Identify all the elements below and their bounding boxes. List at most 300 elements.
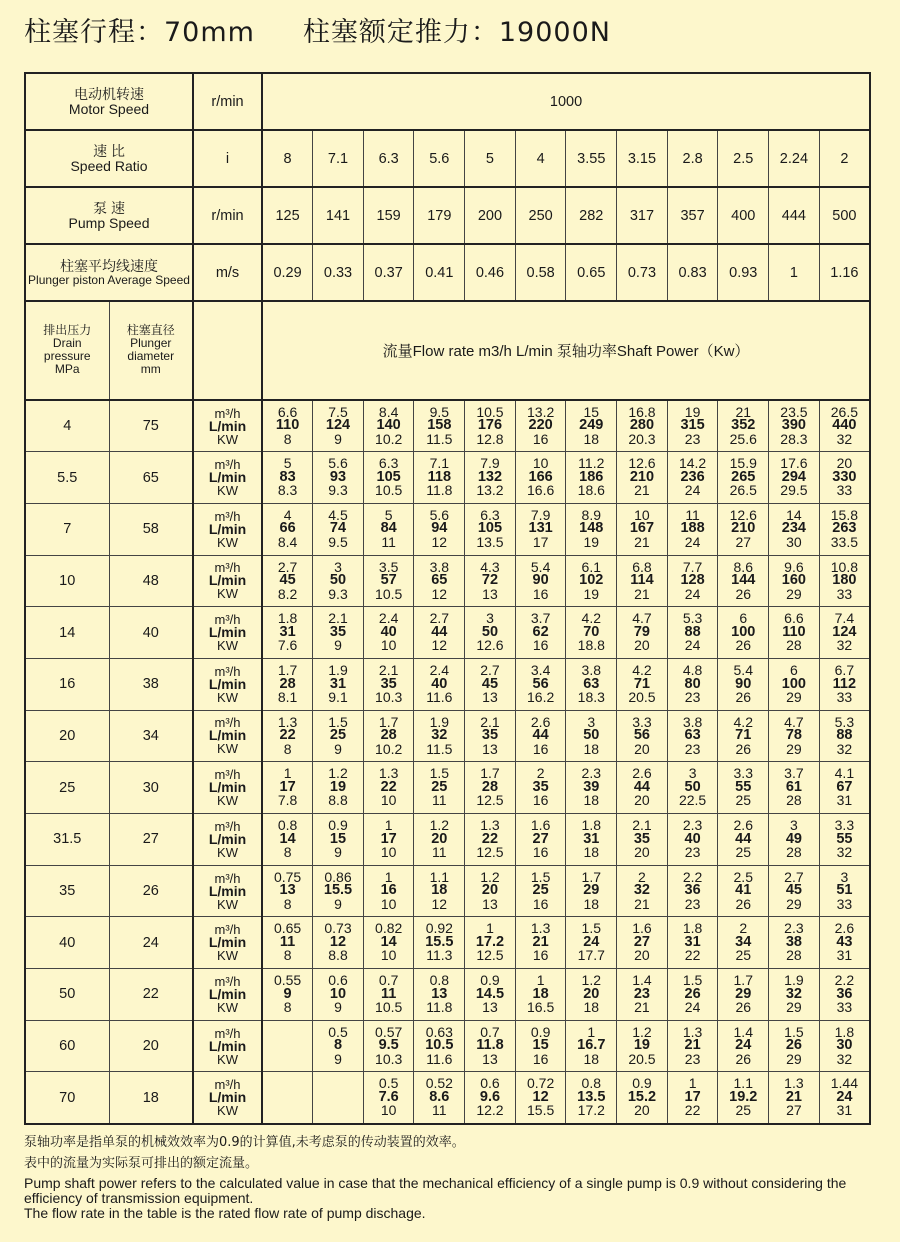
plunger-diameter-value: 26 <box>109 865 193 917</box>
flow-lmin: 88 <box>836 727 853 744</box>
flow-m3h: 0.57 <box>375 1023 403 1040</box>
shaft-power-kw: 12 <box>431 637 448 654</box>
flow-lmin: 45 <box>279 572 296 589</box>
header-unit: r/min <box>193 187 262 244</box>
flow-m3h: 1.8 <box>834 1023 855 1040</box>
unit-m3h: m³/h <box>214 1025 241 1041</box>
shaft-power-kw: 9 <box>334 999 342 1016</box>
flow-lmin: 55 <box>836 830 853 847</box>
unit-kw: KW <box>217 793 238 809</box>
header-row <box>25 73 870 130</box>
flow-m3h: 2.3 <box>784 920 804 937</box>
data-cell <box>617 658 668 710</box>
flow-lmin: 390 <box>781 417 806 434</box>
flow-m3h: 0.7 <box>378 972 399 989</box>
data-cell <box>515 1020 566 1072</box>
flow-lmin: 71 <box>735 727 752 744</box>
data-cell <box>667 607 718 659</box>
flow-lmin: 32 <box>785 985 802 1002</box>
data-cell <box>566 658 617 710</box>
flow-m3h: 10.8 <box>830 558 858 575</box>
flow-m3h: 4 <box>283 506 292 523</box>
flow-lmin: 105 <box>376 468 401 485</box>
drain-pressure-value: 50 <box>25 969 109 1021</box>
plunger-diameter-value: 24 <box>109 917 193 969</box>
empty-data-cell <box>262 1020 313 1072</box>
data-cell <box>414 607 465 659</box>
unit-lmin: L/min <box>208 830 247 847</box>
unit-m3h: m³/h <box>214 508 241 524</box>
data-cell <box>566 762 617 814</box>
flow-lmin: 249 <box>579 417 604 434</box>
flow-lmin: 124 <box>832 623 857 640</box>
flow-m3h: 7.5 <box>328 403 348 420</box>
flow-m3h: 7.7 <box>682 558 703 575</box>
flow-m3h: 1 <box>384 817 393 834</box>
flow-lmin: 19.2 <box>729 1088 758 1105</box>
data-cell <box>819 969 870 1021</box>
shaft-power-kw: 8.4 <box>277 533 298 550</box>
unit-kw: KW <box>217 1103 238 1119</box>
flow-lmin: 35 <box>329 623 347 640</box>
flow-m3h: 17.6 <box>780 455 808 472</box>
flow-m3h: 4.1 <box>834 765 855 782</box>
shaft-power-kw: 10 <box>380 895 397 912</box>
flow-lmin: 132 <box>477 468 503 485</box>
flow-m3h: 1.5 <box>530 868 551 885</box>
data-cell <box>363 710 414 762</box>
flow-m3h: 10.5 <box>476 403 504 420</box>
flow-lmin: 90 <box>532 572 549 589</box>
header-value: 141 <box>313 187 364 244</box>
data-cell <box>465 969 516 1021</box>
flow-lmin: 50 <box>329 572 347 589</box>
shaft-power-kw: 32 <box>836 1050 853 1067</box>
flow-lmin: 71 <box>633 675 650 692</box>
flow-lmin: 112 <box>832 675 857 692</box>
data-cell <box>718 865 769 917</box>
flow-lmin: 50 <box>684 778 701 795</box>
data-cell <box>262 865 313 917</box>
unit-lmin: L/min <box>208 675 247 692</box>
shaft-power-kw: 21 <box>634 999 650 1016</box>
flow-lmin: 35 <box>532 778 549 795</box>
data-cell <box>414 555 465 607</box>
flow-lmin: 148 <box>579 520 604 537</box>
flow-lmin: 131 <box>528 520 553 537</box>
flow-lmin: 15 <box>329 830 347 847</box>
flow-lmin: 128 <box>680 572 705 589</box>
data-cell <box>667 969 718 1021</box>
flow-lmin: 25 <box>329 727 347 744</box>
data-cell <box>617 555 668 607</box>
column-header-line: mm <box>140 362 161 376</box>
flow-m3h: 2.6 <box>530 713 551 730</box>
shaft-power-kw: 12 <box>431 585 448 602</box>
shaft-power-kw: 10 <box>380 1102 397 1119</box>
flow-lmin: 12 <box>329 933 347 950</box>
data-cell <box>515 814 566 866</box>
data-cell <box>414 917 465 969</box>
data-cell <box>617 400 668 452</box>
flow-m3h: 0.9 <box>530 1023 551 1040</box>
unit-m3h: m³/h <box>214 870 241 886</box>
flow-m3h: 1.9 <box>429 713 450 730</box>
flow-lmin: 25 <box>532 882 549 899</box>
data-cell <box>465 452 516 504</box>
data-cell <box>262 503 313 555</box>
flow-m3h: 2.3 <box>581 765 602 782</box>
flow-lmin: 32 <box>431 727 448 744</box>
header-value: 444 <box>769 187 820 244</box>
data-cell <box>515 917 566 969</box>
data-cell <box>566 917 617 969</box>
flow-m3h: 12.6 <box>729 506 757 523</box>
data-cell <box>262 710 313 762</box>
shaft-power-kw: 18 <box>583 1050 600 1067</box>
shaft-power-kw: 29 <box>786 1050 802 1067</box>
header-label-cn: 电动机转速 <box>74 85 144 102</box>
flow-lmin: 220 <box>528 417 553 434</box>
flow-m3h: 2 <box>739 920 748 937</box>
data-cell <box>515 452 566 504</box>
flow-lmin: 280 <box>629 417 655 434</box>
flow-m3h: 3.5 <box>378 558 399 575</box>
flow-m3h: 3.7 <box>530 610 551 627</box>
flow-m3h: 6.1 <box>581 558 602 575</box>
shaft-power-kw: 31 <box>836 1102 853 1119</box>
flow-lmin: 40 <box>684 830 701 847</box>
data-cell <box>515 969 566 1021</box>
flow-m3h: 2.4 <box>378 610 399 627</box>
flow-m3h: 0.8 <box>429 972 450 989</box>
flow-lmin: 57 <box>380 572 397 589</box>
flow-m3h: 1.7 <box>277 662 298 679</box>
shaft-power-kw: 8.8 <box>328 792 348 809</box>
data-cell <box>769 452 820 504</box>
data-cell <box>363 1020 414 1072</box>
data-cell <box>363 555 414 607</box>
shaft-power-kw: 23 <box>684 740 701 757</box>
data-cell <box>769 400 820 452</box>
header-value: 282 <box>566 187 617 244</box>
shaft-power-kw: 19 <box>583 533 600 550</box>
flow-m3h: 20 <box>836 455 853 472</box>
data-cell <box>769 1072 820 1124</box>
plunger-diameter-value: 30 <box>109 762 193 814</box>
shaft-power-kw: 28 <box>786 792 802 809</box>
flow-lmin: 38 <box>785 933 802 950</box>
data-row <box>25 710 870 762</box>
header-value: 0.65 <box>566 244 617 301</box>
unit-lmin: L/min <box>208 882 247 899</box>
unit-cell <box>193 607 262 659</box>
flow-lmin: 22 <box>481 830 499 847</box>
flow-m3h: 14 <box>786 506 802 523</box>
data-cell <box>515 555 566 607</box>
shaft-power-kw: 23 <box>684 895 701 912</box>
flow-lmin: 35 <box>481 727 499 744</box>
data-cell <box>515 658 566 710</box>
header-label <box>25 73 193 130</box>
header-value: 0.83 <box>667 244 718 301</box>
shaft-power-kw: 28.3 <box>780 430 808 447</box>
flow-m3h: 2 <box>638 868 646 885</box>
flow-lmin: 263 <box>832 520 857 537</box>
shaft-power-kw: 24 <box>684 533 701 550</box>
data-cell <box>313 865 364 917</box>
shaft-power-kw: 9 <box>334 844 342 861</box>
shaft-power-kw: 10 <box>380 637 397 654</box>
flow-m3h: 4.5 <box>328 506 348 523</box>
flow-m3h: 0.7 <box>480 1023 500 1040</box>
data-cell <box>465 814 516 866</box>
flow-m3h: 2.1 <box>378 662 399 679</box>
data-cell <box>515 607 566 659</box>
flow-lmin: 24 <box>836 1088 853 1105</box>
flow-m3h: 1.3 <box>784 1075 804 1092</box>
header-value: 2.24 <box>769 130 820 187</box>
shaft-power-kw: 33 <box>836 895 853 912</box>
flow-m3h: 1.9 <box>328 662 348 679</box>
shaft-power-kw: 20 <box>634 740 650 757</box>
flow-lmin: 124 <box>325 417 351 434</box>
shaft-power-kw: 18 <box>583 844 600 861</box>
plunger-diameter-header <box>109 301 193 400</box>
column-header-line: Drain <box>52 336 82 350</box>
note-flow-rate-en: The flow rate in the table is the rated flow rate of pump dischage. <box>24 1205 426 1221</box>
flow-lmin: 19 <box>329 778 347 795</box>
data-cell <box>819 762 870 814</box>
flow-lmin: 78 <box>785 727 802 744</box>
plunger-diameter-value: 75 <box>109 400 193 452</box>
data-cell <box>718 1072 769 1124</box>
flow-m3h: 1.7 <box>378 713 399 730</box>
shaft-power-kw: 7.8 <box>277 792 298 809</box>
flow-lmin: 36 <box>684 882 701 899</box>
data-cell <box>515 503 566 555</box>
flow-lmin: 63 <box>684 727 701 744</box>
flow-m3h: 4.2 <box>581 610 602 627</box>
flow-lmin: 88 <box>684 623 701 640</box>
blank-header-cell <box>193 301 262 400</box>
unit-kw: KW <box>217 638 238 654</box>
header-value: 500 <box>819 187 870 244</box>
flow-lmin: 24 <box>583 933 600 950</box>
data-cell <box>465 1072 516 1124</box>
data-cell <box>667 658 718 710</box>
data-cell <box>363 400 414 452</box>
flow-lmin: 11 <box>279 933 296 950</box>
shaft-power-kw: 9 <box>334 430 342 447</box>
header-value: 250 <box>515 187 566 244</box>
flow-lmin: 20 <box>431 830 448 847</box>
shaft-power-kw: 20 <box>634 792 650 809</box>
specification-table <box>24 72 871 1125</box>
shaft-power-kw: 20 <box>634 844 650 861</box>
data-cell <box>617 452 668 504</box>
data-row <box>25 400 870 452</box>
data-cell <box>465 917 516 969</box>
shaft-power-kw: 18 <box>583 999 600 1016</box>
flow-m3h: 1.5 <box>429 765 450 782</box>
shaft-power-kw: 9.5 <box>328 533 348 550</box>
data-row <box>25 555 870 607</box>
flow-lmin: 49 <box>785 830 802 847</box>
shaft-power-kw: 13 <box>482 895 498 912</box>
flow-lmin: 50 <box>583 727 600 744</box>
shaft-power-kw: 8 <box>283 999 292 1016</box>
header-unit: m/s <box>193 244 262 301</box>
flow-lmin: 28 <box>380 727 397 744</box>
shaft-power-kw: 18.3 <box>577 689 605 706</box>
drain-pressure-value: 16 <box>25 658 109 710</box>
shaft-power-kw: 21 <box>634 533 650 550</box>
flow-m3h: 1.3 <box>530 920 551 937</box>
unit-cell <box>193 814 262 866</box>
flow-m3h: 7.1 <box>429 455 450 472</box>
drain-pressure-value: 4 <box>25 400 109 452</box>
flow-m3h: 11.2 <box>578 455 605 472</box>
shaft-power-kw: 16.5 <box>527 999 555 1016</box>
flow-m3h: 15 <box>583 403 600 420</box>
flow-m3h: 1.1 <box>429 868 450 885</box>
flow-m3h: 1.2 <box>632 1023 652 1040</box>
flow-m3h: 0.6 <box>480 1075 500 1092</box>
unit-cell <box>193 969 262 1021</box>
flow-m3h: 2.5 <box>733 868 753 885</box>
data-row <box>25 503 870 555</box>
shaft-power-kw: 26 <box>735 999 752 1016</box>
flow-lmin: 21 <box>684 1037 701 1054</box>
flow-lmin: 188 <box>680 520 705 537</box>
data-cell <box>769 555 820 607</box>
flow-lmin: 15.5 <box>323 882 353 899</box>
header-label <box>25 187 193 244</box>
shaft-power-kw: 33 <box>836 999 853 1016</box>
flow-lmin: 9.5 <box>378 1037 399 1054</box>
data-cell <box>313 503 364 555</box>
shaft-power-kw: 23 <box>684 430 701 447</box>
shaft-power-kw: 28 <box>786 637 802 654</box>
flow-lmin: 11 <box>380 985 397 1002</box>
shaft-power-kw: 17 <box>532 533 549 550</box>
shaft-power-kw: 22 <box>684 947 701 964</box>
unit-m3h: m³/h <box>214 1077 241 1093</box>
data-cell <box>667 762 718 814</box>
data-cell <box>718 917 769 969</box>
flow-m3h: 9.6 <box>784 558 804 575</box>
flow-m3h: 3.3 <box>834 817 855 834</box>
flow-lmin: 23 <box>633 985 650 1002</box>
data-cell <box>262 658 313 710</box>
header-value: 1.16 <box>819 244 870 301</box>
flow-m3h: 1.2 <box>429 817 450 834</box>
shaft-power-kw: 29 <box>786 895 802 912</box>
shaft-power-kw: 33 <box>836 482 853 499</box>
data-cell <box>819 607 870 659</box>
data-cell <box>667 865 718 917</box>
data-cell <box>617 1020 668 1072</box>
shaft-power-kw: 11 <box>432 792 447 809</box>
header-value: 0.37 <box>363 244 414 301</box>
shaft-power-kw: 9.3 <box>328 482 348 499</box>
data-cell <box>515 400 566 452</box>
flow-lmin: 102 <box>579 572 604 589</box>
unit-cell <box>193 1020 262 1072</box>
header-label <box>25 244 193 301</box>
flow-lmin: 236 <box>680 468 705 485</box>
flow-lmin: 22 <box>279 727 296 744</box>
shaft-power-kw: 8 <box>283 844 292 861</box>
data-row <box>25 762 870 814</box>
data-row <box>25 814 870 866</box>
flow-lmin: 210 <box>629 468 655 485</box>
data-cell <box>262 969 313 1021</box>
flow-m3h: 19 <box>684 403 701 420</box>
flow-lmin: 14 <box>380 933 397 950</box>
flow-m3h: 10 <box>634 506 650 523</box>
flow-lmin: 28 <box>481 778 499 795</box>
flow-m3h: 6.3 <box>378 455 399 472</box>
unit-kw: KW <box>217 483 238 499</box>
shaft-power-kw: 19 <box>583 585 600 602</box>
data-cell <box>414 710 465 762</box>
data-cell <box>363 658 414 710</box>
flow-lmin: 12 <box>532 1088 549 1105</box>
flow-m3h: 0.9 <box>328 817 348 834</box>
data-cell <box>262 814 313 866</box>
flow-m3h: 6 <box>790 662 798 679</box>
data-cell <box>769 710 820 762</box>
data-cell <box>414 658 465 710</box>
flow-m3h: 7.9 <box>480 455 500 472</box>
flow-m3h: 5 <box>384 506 393 523</box>
shaft-power-kw: 26 <box>735 689 752 706</box>
data-cell <box>262 400 313 452</box>
data-cell <box>566 607 617 659</box>
shaft-power-kw: 8.8 <box>328 947 348 964</box>
data-cell <box>414 1072 465 1124</box>
flow-lmin: 14 <box>279 830 296 847</box>
data-cell <box>667 710 718 762</box>
flow-m3h: 3 <box>790 817 798 834</box>
flow-m3h: 26.5 <box>830 403 858 420</box>
shaft-power-kw: 13 <box>482 999 498 1016</box>
flow-m3h: 15.8 <box>830 506 858 523</box>
shaft-power-kw: 29 <box>786 740 802 757</box>
data-cell <box>313 400 364 452</box>
data-cell <box>465 762 516 814</box>
data-cell <box>718 607 769 659</box>
shaft-power-kw: 29 <box>786 689 802 706</box>
unit-kw: KW <box>217 431 238 447</box>
flow-lmin: 45 <box>481 675 499 692</box>
shaft-power-kw: 16 <box>532 637 549 654</box>
shaft-power-kw: 26 <box>735 895 752 912</box>
shaft-power-kw: 10.3 <box>375 1050 403 1067</box>
flow-lmin: 62 <box>532 623 549 640</box>
shaft-power-kw: 8.1 <box>277 689 298 706</box>
shaft-power-kw: 29.5 <box>780 482 808 499</box>
flow-lmin: 176 <box>477 417 503 434</box>
flow-m3h: 0.82 <box>375 920 403 937</box>
flow-m3h: 1.2 <box>480 868 500 885</box>
flow-lmin: 352 <box>731 417 756 434</box>
unit-cell <box>193 658 262 710</box>
data-cell <box>313 969 364 1021</box>
flow-m3h: 9.5 <box>429 403 450 420</box>
